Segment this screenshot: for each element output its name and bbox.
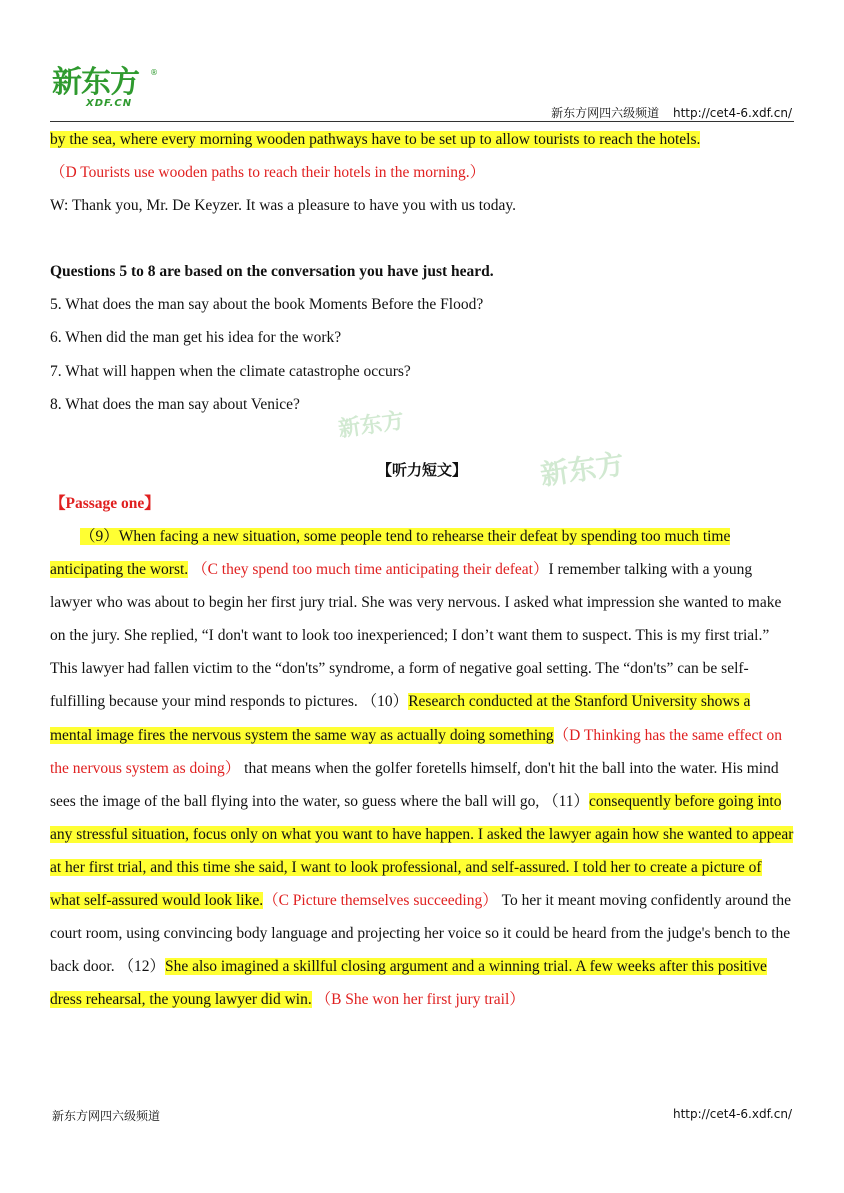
answer-line (50, 156, 794, 189)
passage-text: that means when the golfer foretells himself, don't hit the ball into the water. His mind sees the image of the ball flying into the water, so guess where the ball will go, (50, 759, 779, 810)
logo-main-text: 新东方 (52, 65, 139, 100)
xdf-logo (52, 66, 162, 114)
highlighted-text: by the sea, where every morning wooden pathways have to be set up to allow tourists to reach the hotels. (50, 131, 701, 148)
highlight-q10: Research conducted at the Stanford University shows a mental image fires the nervous system the same way as actually doing something (50, 693, 751, 744)
body-line (50, 123, 794, 156)
closing-line: W: Thank you, Mr. De Keyzer. It was a pleasure to have you with us today. (50, 197, 517, 215)
question-number-10: （10） (361, 693, 409, 711)
footer-url[interactable]: http://cet4-6.xdf.cn/ (673, 1107, 792, 1121)
answer-12: （B She won her first jury trail） (315, 991, 525, 1009)
highlight-q9: （9）When facing a new situation, some people tend to rehearse their defeat by spending too much time anticipating the worst. (50, 527, 731, 579)
header-site-name: 新东方网四六级频道 (551, 106, 660, 120)
footer-site-name: 新东方网四六级频道 (52, 1109, 161, 1123)
answer-9: （C they spend too much time anticipating their defeat） (192, 561, 549, 579)
answer-10: （D Thinking has the same effect on the nervous system as doing） (50, 726, 783, 777)
header-divider (50, 121, 794, 122)
logo-registered-mark: ® (150, 68, 158, 77)
question-7: 7. What will happen when the climate catastrophe occurs? (50, 362, 411, 380)
page-header (551, 104, 792, 121)
question-6: 6. When did the man get his idea for the work? (50, 329, 342, 347)
question-number-11: （11） (543, 792, 590, 810)
header-url[interactable]: http://cet4-6.xdf.cn/ (673, 106, 792, 120)
spacer (50, 222, 794, 255)
answer-11: （C Picture themselves succeeding） (263, 891, 498, 909)
question-5: 5. What does the man say about the book Moments Before the Flood? (50, 296, 484, 314)
section-title: 【听力短文】 (376, 460, 467, 479)
highlight-q11: consequently before going into any stressful situation, focus only on what you want to have happen. I asked the lawyer again how she wanted to appear at her first trial, and this time she said, I want to look professional, and self-assured. I told her to create a picture of what self-assured would look like. (50, 792, 794, 909)
question-number-12: （12） (118, 958, 165, 976)
watermark-logo: 新东方 (538, 447, 627, 492)
passage-text: To her it meant moving confidently around the court room, using convincing body language and projecting her voice so it could be heard from the judge's bench to the back door. (50, 891, 792, 976)
questions-heading: Questions 5 to 8 are based on the conversation you have just heard. (50, 263, 494, 281)
question-8: 8. What does the man say about Venice? (50, 395, 300, 413)
highlight-q12: She also imagined a skillful closing argument and a winning trial. A few weeks after this positive dress rehearsal, the young lawyer did win. (50, 958, 767, 1009)
spacer (50, 421, 794, 454)
passage-title: 【Passage one】 (50, 494, 160, 512)
watermark-logo: 新东方 (336, 408, 406, 443)
passage-text: I remember talking with a young lawyer who was about to begin her first jury trial. She was very nervous. I asked what impression she wanted to make on the jury. She replied, “I don't want to look too inexperienced; I don’t want them to suspect. This is my first trial.” This lawyer had fallen victim to the “don'ts” syndrome, a form of negative goal setting. The “don'ts” can be self-fulfilling because your mind responds to pictures. (50, 561, 782, 711)
logo-sub-text: XDF.CN (86, 98, 133, 109)
passage-paragraph (50, 520, 794, 1016)
answer-4: （D Tourists use wooden paths to reach their hotels in the morning.） (50, 164, 486, 182)
document-body (50, 123, 794, 1016)
